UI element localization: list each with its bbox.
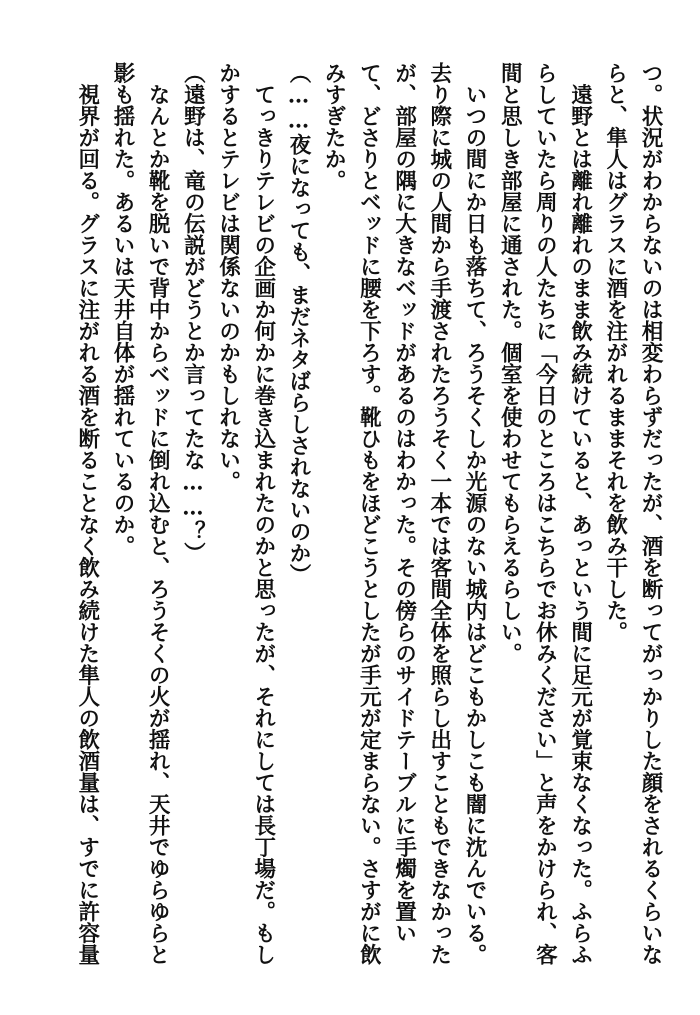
- text-line: て、どさりとベッドに腰を下ろす。靴ひもをほどこうとしたが手元が定まらない。さすがに飲: [356, 62, 382, 965]
- text-line: 遠野とは離れ離れのまま飲み続けていると、あっという間に足元が覚束なくなった。ふらふ: [567, 62, 593, 965]
- text-line: 間と思しき部屋に通された。個室を使わせてもらえるらしい。: [497, 62, 523, 664]
- text-line: らしていたら周りの人たちに「今日のところはこちらでお休みください」と声をかけられ、客: [532, 62, 558, 965]
- text-line: いつの間にか日も落ちて、ろうそくしか光源のない城内はどこもかしこも闇に沈んでいる。: [461, 62, 487, 965]
- text-line: みすぎたか。: [321, 62, 347, 191]
- text-line: らと、隼人はグラスに酒を注がれるままそれを飲み干した。: [602, 62, 628, 643]
- text-line: てっきりテレビの企画か何かに巻き込まれたのかと思ったが、それにしては長丁場だ。もし: [250, 62, 276, 965]
- text-line: （……夜になっても、まだネタばらしされないのか）: [285, 62, 311, 585]
- text-line: 視界が回る。グラスに注がれる酒を断ることなく飲み続けた隼人の飲酒量は、すでに許容量: [74, 62, 100, 965]
- text-line: （遠野は、竜の伝説がどうとか言ってたな……？）: [180, 62, 206, 564]
- text-line: 影も揺れた。あるいは天井自体が揺れているのか。: [109, 62, 135, 557]
- vertical-text-body: [28, 62, 668, 982]
- text-line: が、部屋の隅に大きなベッドがあるのはわかった。その傍らのサイドテーブルに手燭を置い: [391, 62, 417, 944]
- text-line: 去り際に城の人間から手渡されたろうそく一本では客間全体を照らし出すこともできなかった: [426, 62, 452, 965]
- text-line: つ。状況がわからないのは相変わらずだったが、酒を断ってがっかりした顔をされるくらいな: [638, 62, 663, 965]
- text-line: なんとか靴を脱いで背中からベッドに倒れ込むと、ろうそくの火が揺れ、天井でゆらゆらと: [145, 62, 171, 965]
- text-line: かするとテレビは関係ないのかもしれない。: [215, 62, 241, 492]
